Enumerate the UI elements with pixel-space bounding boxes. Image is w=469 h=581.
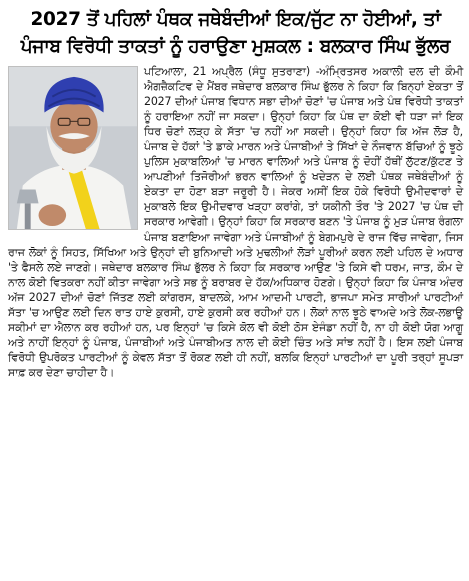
headline bbox=[8, 6, 463, 60]
headline-line-2: ਪੰਜਾਬ ਵਿਰੋਧੀ ਤਾਕਤਾਂ ਨੂੰ ਹਰਾਉਣਾ ਮੁਸ਼ਕਲ : ਬਲਕਾਰ ਸਿੰਘ ਭੁੱਲਰ bbox=[20, 36, 451, 57]
portrait-photo bbox=[8, 66, 138, 230]
article-body bbox=[8, 64, 463, 380]
article-text: ਪਟਿਆਲਾ, 21 ਅਪ੍ਰੈਲ (ਸੰਧੂ ਸੁਤਰਾਣਾ) -ਅੰਮ੍ਰਿਤਸਰ ਅਕਾਲੀ ਦਲ ਦੀ ਕੌਮੀ ਐਗਜ਼ੈਕਟਿਵ ਦੇ ਮੈਂਬਰ ਜਥੇਦਾਰ ਬਲਕਾਰ ਸਿੰਘ ਭੁੱਲਰ ਨੇ ਕਿਹਾ ਕਿ ਬਿਨ੍ਹਾਂ ਏਕਤਾ ਤੋਂ 2027 ਦੀਆਂ ਪੰਜਾਬ ਵਿਧਾਨ ਸਭਾ ਦੀਆਂ ਚੋਣਾਂ 'ਚ ਪੰਜਾਬ ਅਤੇ ਪੰਥ ਵਿਰੋਧੀ ਤਾਕਤਾਂ ਨੂੰ ਹਰਾਇਆ ਨਹੀਂ ਜਾ ਸਕਦਾ। ਉਨ੍ਹਾਂ ਕਿਹਾ ਕਿ ਪੰਥ ਦਾ ਕੋਈ ਵੀ ਧੜਾ ਜਾਂ ਇਕ ਧਿਰ ਚੋਣਾਂ ਲੜ੍ਹ ਕੇ ਸੱਤਾ 'ਚ ਨਹੀਂ ਆ ਸਕਦੀ। ਉਨ੍ਹਾਂ ਕਿਹਾ ਕਿ ਅੱਜ ਲੋੜ ਹੈ, ਪੰਜਾਬ ਦੇ ਹੱਕਾਂ 'ਤੇ ਡਾਕੇ ਮਾਰਨ ਅਤੇ ਪੰਜਾਬੀਆਂ ਤੇ ਸਿੱਖਾਂ ਦੇ ਨੌਜਵਾਨ ਬੱਚਿਆਂ ਨੂੰ ਝੂਠੇ ਪੁਲਿਸ ਮੁਕਾਬਲਿਆਂ 'ਚ ਮਾਰਨ ਵਾਲਿਆਂ ਅਤੇ ਪੰਜਾਬ ਨੂੰ ਦੋਹੀਂ ਹੱਥੀਂ ਲੁੱਟਣ/ਕੁੱਟਣ ਤੇ ਆਪਣੀਆਂ ਤਿਜੋਰੀਆਂ ਭਰਨ ਵਾਲਿਆਂ ਨੂੰ ਖਦੇੜਨ ਦੇ ਲਈ ਪੰਥਕ ਜਥੇਬੰਦੀਆਂ ਨੂੰ ਏਕਤਾ ਦਾ ਹੋਣਾ ਬੜਾ ਜਰੂਰੀ ਹੈ। ਜੇਕਰ ਅਸੀਂ ਇਕ ਹੋਕੇ ਵਿਰੋਧੀ ਉਮੀਦਵਾਰਾਂ ਦੇ ਮੁਕਾਬਲੇ ਇਕ ਉਮੀਦਵਾਰ ਖੜ੍ਹਾ ਕਰਾਂਗੇ, ਤਾਂ ਯਕੀਨੀ ਤੌਰ 'ਤੇ 2027 'ਚ ਪੰਥ ਦੀ ਸਰਕਾਰ ਆਵੇਗੀ। ਉਨ੍ਹਾਂ ਕਿਹਾ ਕਿ ਸਰਕਾਰ ਬਣਨ 'ਤੇ ਪੰਜਾਬ ਨੂੰ ਮੁੜ ਪੰਜਾਬ ਰੰਗਲਾ ਪੰਜਾਬ ਬਣਾਇਆ ਜਾਵੇਗਾ ਅਤੇ ਪੰਜਾਬੀਆਂ ਨੂੰ ਬੇਗਮਪੁਰੇ ਦੇ ਰਾਜ ਵਿੱਚ ਜਾਵੇਗਾ, ਜਿਸ ਰਾਜ ਲੋਕਾਂ ਨੂੰ ਸਿਹਤ, ਸਿੱਖਿਆ ਅਤੇ ਉਨ੍ਹਾਂ ਦੀ ਬੁਨਿਆਦੀ ਅਤੇ ਮੁਢਲੀਆਂ ਲੋੜਾਂ ਪੂਰੀਆਂ ਕਰਨ ਲਈ ਪਹਿਲ ਦੇ ਅਧਾਰ 'ਤੇ ਫੈਸਲੇ ਲਏ ਜਾਣਗੇ। ਜਥੇਦਾਰ ਬਲਕਾਰ ਸਿੰਘ ਭੁੱਲਰ ਨੇ ਕਿਹਾ ਕਿ ਸਰਕਾਰ ਆਉਣ 'ਤੇ ਕਿਸੇ ਵੀ ਧਰਮ, ਜਾਤ, ਕੌਮ ਦੇ ਨਾਲ ਕੋਈ ਵਿਤਕਰਾ ਨਹੀਂ ਕੀਤਾ ਜਾਵੇਗਾ ਅਤੇ ਸਭ ਨੂੰ ਬਰਾਬਰ ਦੇ ਹੱਕ/ਅਧਿਕਾਰ ਹੋਣਗੇ। ਉਨ੍ਹਾਂ ਕਿਹਾ ਕਿ ਪੰਜਾਬ ਅੰਦਰ ਅੱਜ 2027 ਦੀਆਂ ਚੋਣਾਂ ਜਿੱਤਣ ਲਈ ਕਾਂਗਰਸ, ਬਾਦਲਕੇ, ਆਮ ਆਦਮੀ ਪਾਰਟੀ, ਭਾਜਪਾ ਸਮੇਤ ਸਾਰੀਆਂ ਪਾਰਟੀਆਂ ਸੱਤਾ 'ਚ ਆਉਣ ਲਈ ਦਿਨ ਰਾਤ ਹਾਏ ਕੁਰਸੀ, ਹਾਏ ਕੁਰਸੀ ਕਰ ਰਹੀਆਂ ਹਨ। ਲੋਕਾਂ ਨਾਲ ਝੂਠੇ ਵਾਅਦੇ ਅਤੇ ਲੋਕ-ਲਭਾਊ ਸਕੀਮਾਂ ਦਾ ਐਲਾਨ ਕਰ ਰਹੀਆਂ ਹਨ, ਪਰ ਇਨ੍ਹਾਂ 'ਚ ਕਿਸੇ ਕੋਲ ਵੀ ਕੋਈ ਠੋਸ ਏਜੰਡਾ ਨਹੀਂ ਹੈ, ਨਾ ਹੀ ਕੋਈ ਯੋਗ ਆਗੂ ਅਤੇ ਨਾਹੀਂ ਇਨ੍ਹਾਂ ਨੂੰ ਪੰਜਾਬ, ਪੰਜਾਬੀਆਂ ਅਤੇ ਪੰਜਾਬੀਅਤ ਨਾਲ ਦੀ ਕੋਈ ਚਿੰਤ ਅਤੇ ਸਾਂਝ ਨਹੀਂ ਹੈ। ਇਸ ਲਈ ਪੰਜਾਬ ਵਿਰੋਧੀ ਉਪਰੋਕਤ ਪਾਰਟੀਆਂ ਨੂੰ ਕੇਵਲ ਸੱਤਾ ਤੋਂ ਰੋਕਣ ਲਈ ਹੀ ਨਹੀਂ, ਬਲਕਿ ਇਨ੍ਹਾਂ ਪਾਰਟੀਆਂ ਦਾ ਪੂਰੀ ਤਰ੍ਹਾਂ ਸੂਪੜਾ ਸਾਫ਼ ਕਰ ਦੇਣਾ ਚਾਹੀਦਾ ਹੈ। bbox=[8, 65, 463, 379]
headline-line-1: 2027 ਤੋਂ ਪਹਿਲਾਂ ਪੰਥਕ ਜਥੇਬੰਦੀਆਂ ਇਕ/ਜੁੱਟ ਨਾ ਹੋਈਆਂ, ਤਾਂ bbox=[30, 9, 441, 30]
portrait-illustration bbox=[9, 67, 137, 229]
